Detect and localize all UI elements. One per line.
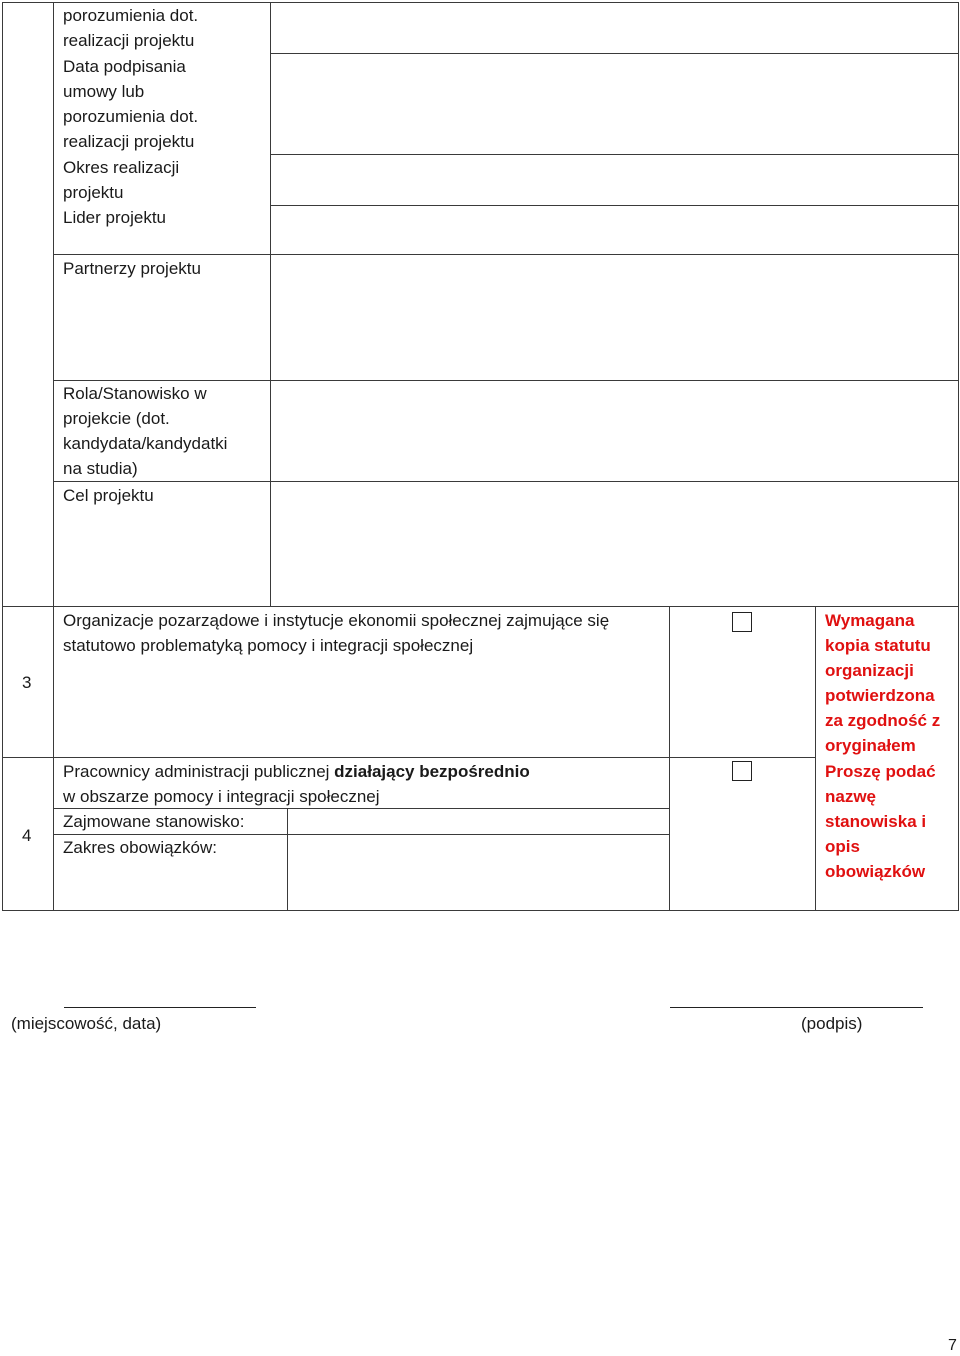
- row4-description: [63, 759, 530, 784]
- table-border-right: [958, 2, 959, 910]
- duties-input[interactable]: [288, 835, 669, 910]
- label-value-divider: [270, 2, 271, 606]
- table-border-bottom: [2, 910, 959, 911]
- row-divider: [2, 757, 815, 758]
- table-border-left: [2, 2, 3, 910]
- duties-label: Zakres obowiązków:: [63, 838, 218, 857]
- page-number: 7: [948, 1337, 957, 1354]
- place-date-line: [64, 1007, 256, 1008]
- label-partnerzy-projektu: Partnerzy projektu: [63, 259, 201, 278]
- row3-note: Wymagana kopia statutu organizacji potwierdzona za zgodność z oryginałem: [825, 611, 941, 755]
- row4-description-line2: w obszarze pomocy i integracji społecznej: [63, 787, 380, 806]
- signature-line: [670, 1007, 923, 1008]
- label-cel-projektu: Cel projektu: [63, 486, 154, 505]
- row4-note: Proszę podać nazwę stanowiska i opis obowiązków: [825, 762, 936, 881]
- row-divider: [270, 53, 958, 54]
- label-rola-stanowisko: Rola/Stanowisko w projekcie (dot. kandydata/kandydatki na studia): [63, 384, 228, 478]
- label-data-podpisania: Data podpisania umowy lub porozumienia dot. realizacji projektu: [63, 57, 199, 151]
- note-column-left-border: [815, 606, 816, 910]
- number-column-divider: [53, 2, 54, 910]
- row-number-3: 3: [22, 673, 32, 692]
- row-divider: [270, 154, 958, 155]
- row3-description: Organizacje pozarządowe i instytucje ekonomii społecznej zajmujące się statutowo problematyką pomocy i integracji społecznej: [63, 611, 610, 655]
- position-label: Zajmowane stanowisko:: [63, 812, 245, 831]
- row-divider: [53, 481, 958, 482]
- row3-checkbox[interactable]: [732, 612, 752, 632]
- label-okres-realizacji: Okres realizacji projektu: [63, 158, 180, 202]
- row-divider: [53, 254, 958, 255]
- row4-description-normal: Pracownicy administracji publicznej: [63, 762, 335, 781]
- row-divider: [270, 205, 958, 206]
- label-porozumienia: porozumienia dot. realizacji projektu: [63, 6, 199, 50]
- checkbox-column-left-border: [669, 606, 670, 910]
- position-input[interactable]: [288, 809, 669, 834]
- label-lider-projektu: Lider projektu: [63, 208, 167, 227]
- signature-label: (podpis): [801, 1014, 863, 1033]
- row4-description-bold: działający bezpośrednio: [334, 762, 530, 781]
- row-number-4: 4: [22, 826, 32, 845]
- place-date-label: (miejscowość, data): [11, 1014, 162, 1033]
- row4-checkbox[interactable]: [732, 761, 752, 781]
